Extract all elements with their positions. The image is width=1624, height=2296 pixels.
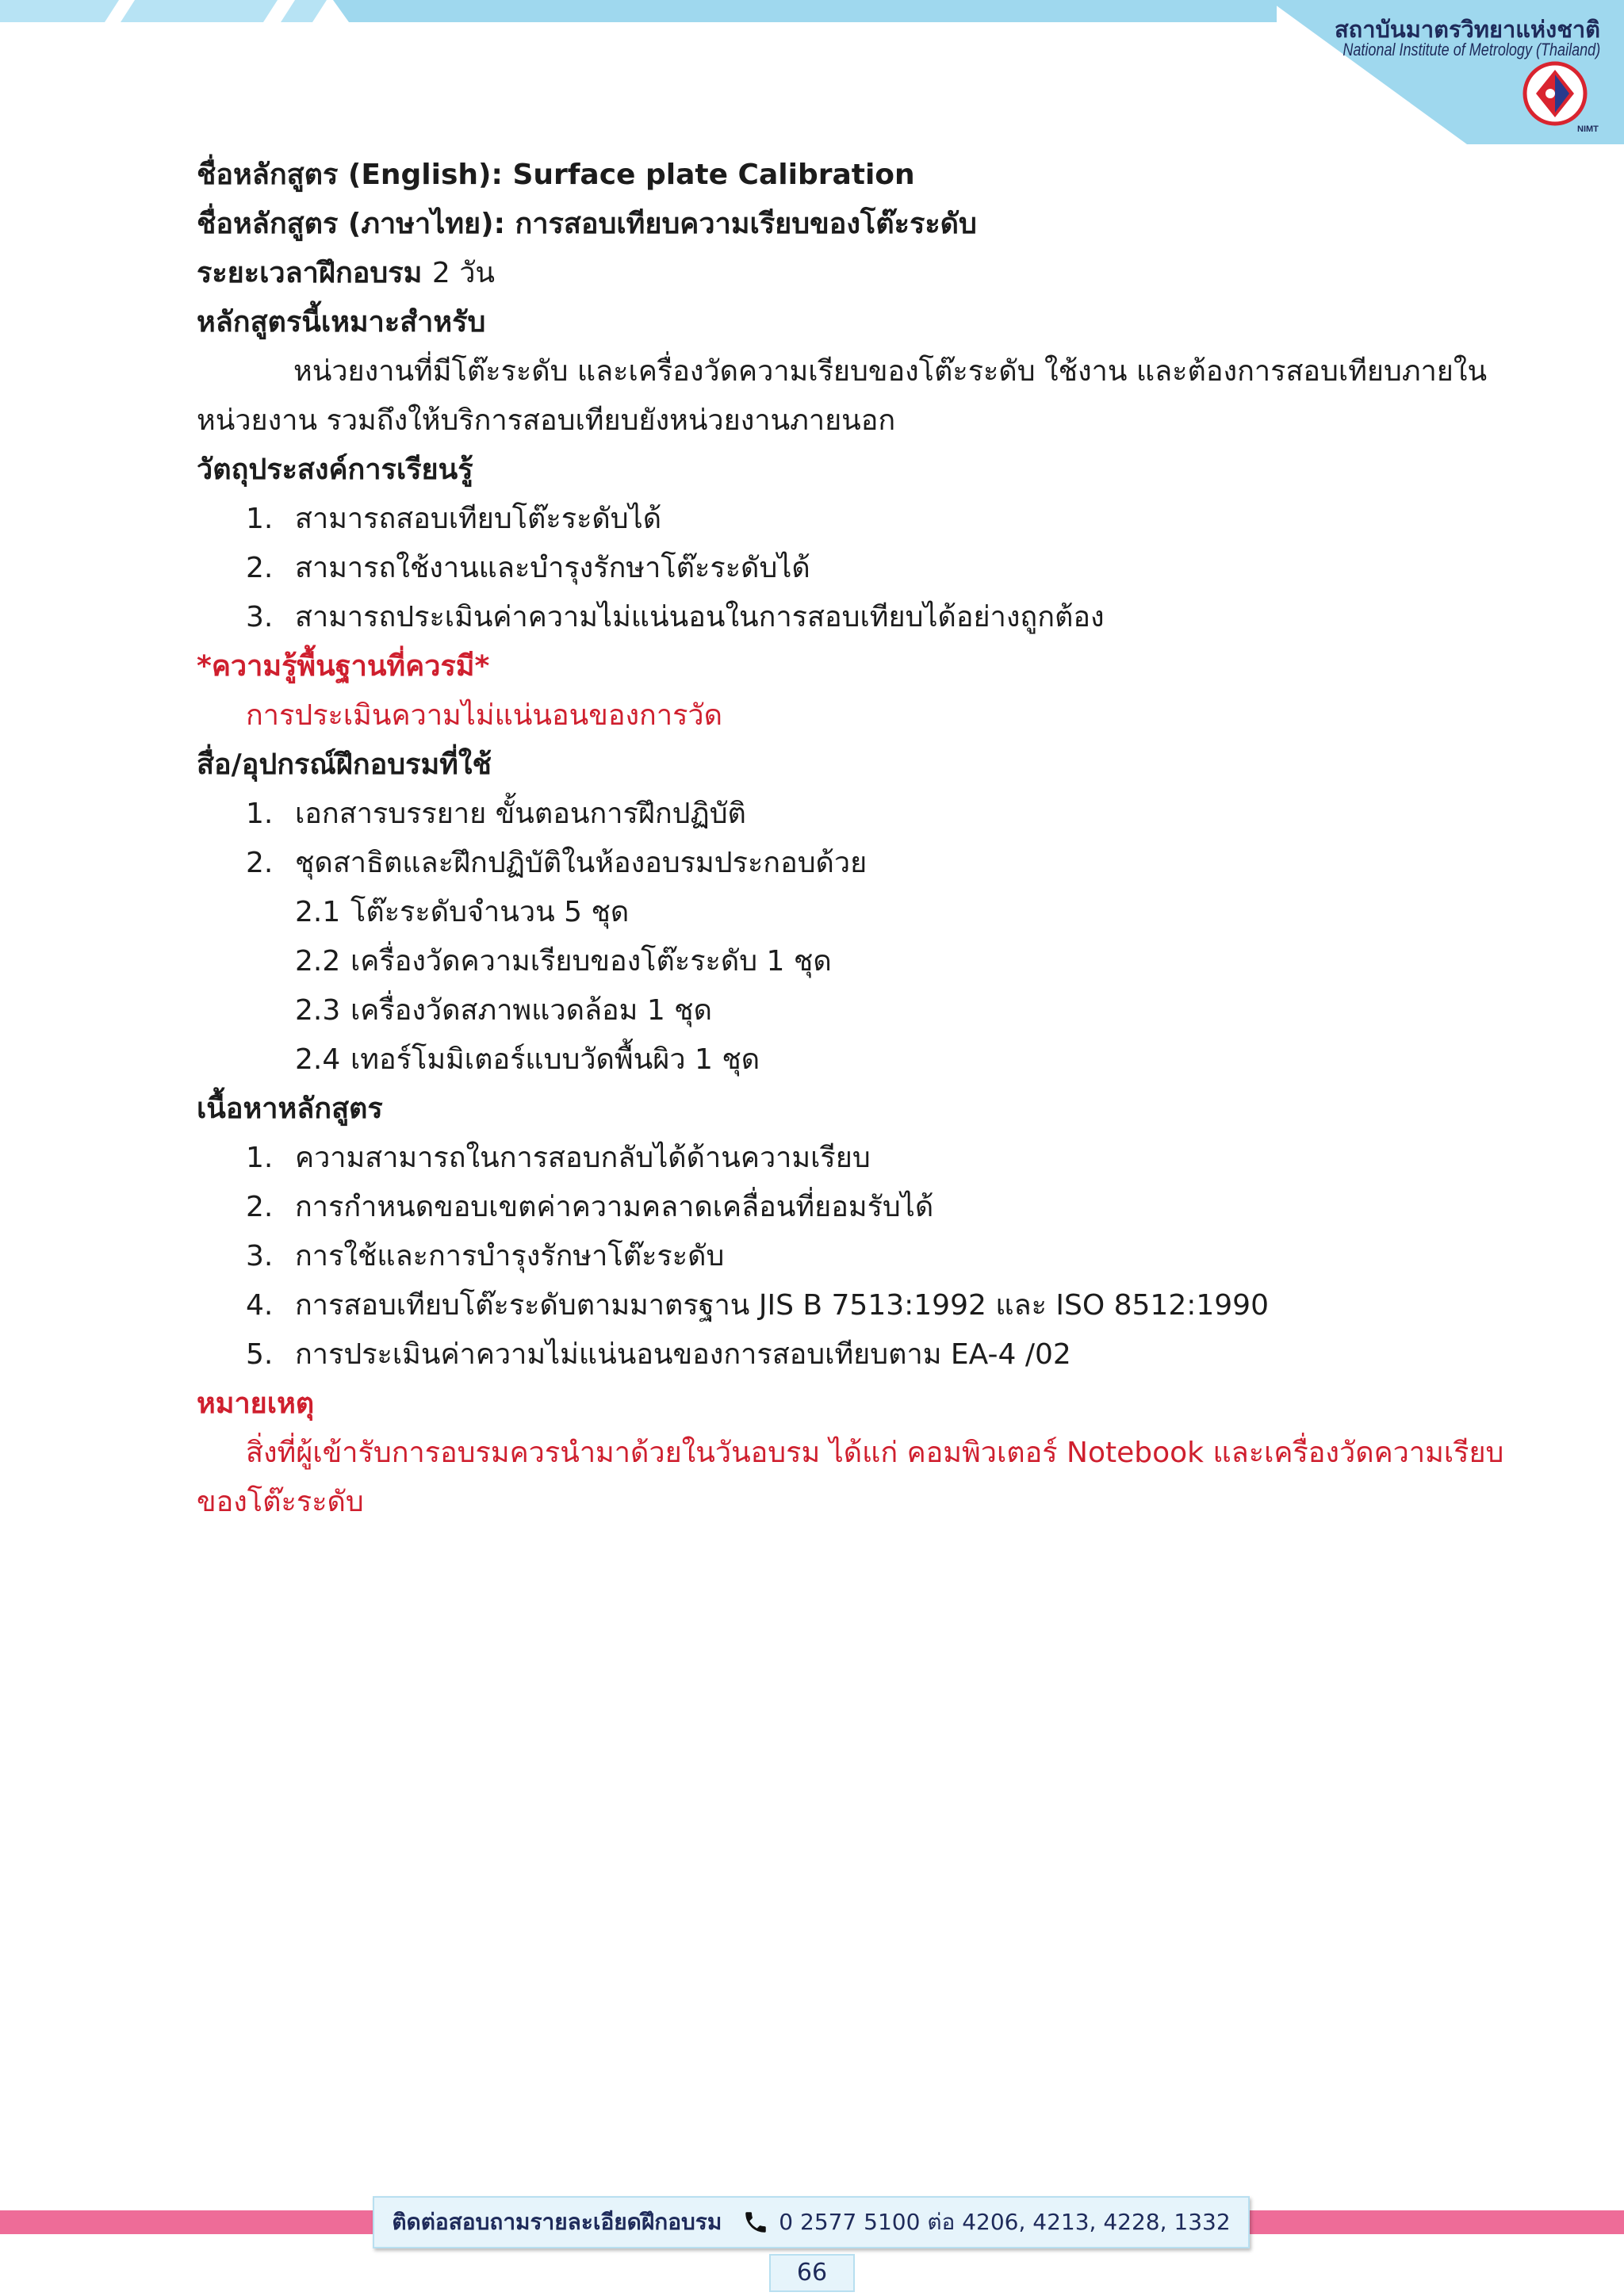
material-text: ชุดสาธิตและฝึกปฏิบัติในห้องอบรมประกอบด้วย — [295, 847, 868, 879]
objective-item — [246, 544, 810, 593]
org-name-english: National Institute of Metrology (Thailand) — [1342, 40, 1600, 59]
content-text: การสอบเทียบโต๊ะระดับตามมาตรฐาน JIS B 7513:1992 และ ISO 8512:1990 — [295, 1289, 1269, 1322]
objective-item — [246, 593, 1105, 642]
material-subitem-number: 2.3 — [295, 994, 341, 1027]
prerequisite-text: การประเมินความไม่แน่นอนของการวัด — [246, 699, 722, 732]
material-subitem — [295, 888, 629, 937]
material-subitem — [295, 937, 832, 986]
material-subitem-number: 2.1 — [295, 896, 341, 928]
content-number: 5. — [246, 1338, 274, 1371]
content-item — [246, 1330, 1071, 1380]
objective-number: 3. — [246, 601, 274, 633]
suitable-for-heading: หลักสูตรนี้เหมาะสำหรับ — [197, 306, 486, 339]
material-subitem — [295, 986, 712, 1035]
prerequisite-heading: *ความรู้พื้นฐานที่ควรมี* — [197, 650, 490, 683]
material-text: เอกสารบรรยาย ขั้นตอนการฝึกปฏิบัติ — [295, 798, 746, 830]
material-subitem-text: เทอร์โมมิเตอร์แบบวัดพื้นผิว 1 ชุด — [350, 1043, 760, 1076]
material-subitem-number: 2.4 — [295, 1043, 341, 1076]
material-subitem-text: โต๊ะระดับจำนวน 5 ชุด — [350, 896, 630, 928]
material-number: 2. — [246, 847, 274, 879]
header-band — [0, 0, 1624, 151]
content-item — [246, 1281, 1269, 1330]
nimt-logo-icon — [1517, 60, 1599, 135]
duration-label: ระยะเวลาฝึกอบรม — [197, 257, 432, 289]
objective-text: สามารถประเมินค่าความไม่แน่นอนในการสอบเทียบได้อย่างถูกต้อง — [295, 601, 1105, 633]
content-text: ความสามารถในการสอบกลับได้ด้านความเรียบ — [295, 1142, 871, 1174]
objective-number: 2. — [246, 552, 274, 584]
phone-icon — [742, 2209, 769, 2236]
content-number: 4. — [246, 1289, 274, 1322]
footer-contact-box — [373, 2196, 1250, 2248]
suitable-for-text-line2: หน่วยงาน รวมถึงให้บริการสอบเทียบยังหน่วยงานภายนอก — [197, 404, 896, 437]
org-name-thai: สถาบันมาตรวิทยาแห่งชาติ — [1334, 16, 1600, 43]
note-text-line2: ของโต๊ะระดับ — [197, 1486, 364, 1518]
content-number: 2. — [246, 1191, 274, 1223]
course-duration — [197, 249, 495, 298]
content-item — [246, 1183, 933, 1232]
objective-text: สามารถใช้งานและบำรุงรักษาโต๊ะระดับได้ — [295, 552, 810, 584]
objective-item — [246, 495, 661, 544]
material-number: 1. — [246, 798, 274, 830]
objectives-heading: วัตถุประสงค์การเรียนรู้ — [197, 453, 473, 486]
course-content-heading: เนื้อหาหลักสูตร — [197, 1093, 383, 1125]
course-name-english-label: ชื่อหลักสูตร (English): — [197, 159, 513, 191]
content-text: การประเมินค่าความไม่แน่นอนของการสอบเทียบตาม EA-4 /02 — [295, 1338, 1071, 1371]
logo-text: NIMT — [1577, 124, 1599, 134]
material-subitem-number: 2.2 — [295, 945, 341, 978]
note-heading: หมายเหตุ — [197, 1387, 315, 1420]
materials-heading: สื่อ/อุปกรณ์ฝึกอบรมที่ใช้ — [197, 748, 492, 781]
contact-numbers: 0 2577 5100 ต่อ 4206, 4213, 4228, 1332 — [779, 2209, 1231, 2235]
course-name-english — [197, 151, 915, 200]
material-subitem-text: เครื่องวัดความเรียบของโต๊ะระดับ 1 ชุด — [350, 945, 832, 978]
material-item — [246, 839, 867, 888]
content-item — [246, 1134, 871, 1183]
course-name-english-value: Surface plate Calibration — [512, 159, 915, 191]
page-number: 66 — [769, 2254, 855, 2292]
content-number: 1. — [246, 1142, 274, 1174]
suitable-for-text-line1: หน่วยงานที่มีโต๊ะระดับ และเครื่องวัดความเรียบของโต๊ะระดับ ใช้งาน และต้องการสอบเทียบภายใน — [293, 355, 1488, 388]
content-number: 3. — [246, 1240, 274, 1272]
objective-number: 1. — [246, 503, 274, 535]
material-item — [246, 790, 746, 839]
content-text: การใช้และการบำรุงรักษาโต๊ะระดับ — [295, 1240, 725, 1272]
material-subitem — [295, 1035, 760, 1085]
objective-text: สามารถสอบเทียบโต๊ะระดับได้ — [295, 503, 662, 535]
note-text-line1: สิ่งที่ผู้เข้ารับการอบรมควรนำมาด้วยในวันอบรม ได้แก่ คอมพิวเตอร์ Notebook และเครื่องวัดความเรียบ — [246, 1437, 1504, 1469]
content-text: การกำหนดขอบเขตค่าความคลาดเคลื่อนที่ยอมรับได้ — [295, 1191, 934, 1223]
content-item — [246, 1232, 724, 1281]
course-name-thai: ชื่อหลักสูตร (ภาษาไทย): การสอบเทียบความเรียบของโต๊ะระดับ — [197, 208, 977, 240]
material-subitem-text: เครื่องวัดสภาพแวดล้อม 1 ชุด — [350, 994, 712, 1027]
duration-value: 2 วัน — [431, 257, 496, 289]
contact-label: ติดต่อสอบถามรายละเอียดฝึกอบรม — [392, 2209, 722, 2235]
